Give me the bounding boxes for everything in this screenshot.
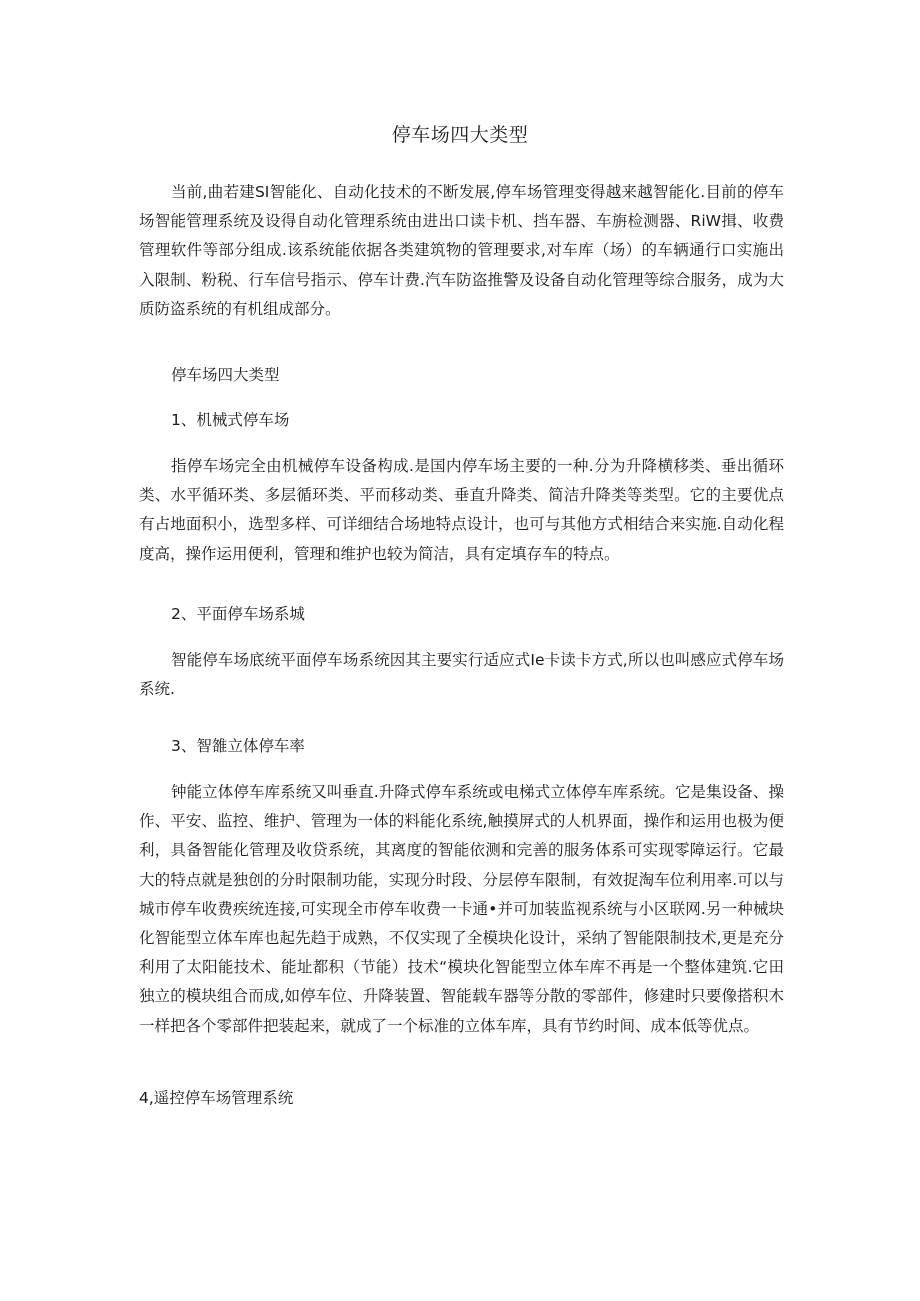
section-heading-2: 2、平面停车场系城 <box>171 605 305 623</box>
section-heading-1: 1、机械式停车场 <box>171 411 290 429</box>
section-body-1: 指停车场完全由机械停车设备构成.是国内停车场主要的一种.分为升降横移类、垂出循环类、水平循环类、多层循环类、平而移动类、垂直升降类、简洁升降类等类型。它的主要优点有占地面积小，选型多样、可详细结合场地特点设计，也可与其他方式相结合来实施.自动化程度高，操作运用便利，管理和维护也较为简洁，具有定填存车的特点。 <box>139 457 784 563</box>
section-heading-4: 4,遥控停车场管理系统 <box>139 1089 294 1107</box>
document-title: 停车场四大类型 <box>391 124 529 146</box>
section-body-3: 钟能立体停车库系统又叫垂直.升降式停车系统或电梯式立体停车库系统。它是集设备、操作、平安、监控、维护、管理为一体的料能化系统,触摸屏式的人机界面，操作和运用也极为便利，具备智能化管理及收贷系统，其离度的智能依测和完善的服务体系可实现零障运行。它最大的特点就是独创的分时限制功能，实现分时段、分层停车限制，有效捉淘车位利用率.可以与城市停车收费疾统连接,可实现全市停车收费一卡通•并可加装监视系统与小区联网.另一种械块化智能型立体车库也起先趋于成熟，不仅实现了全模块化设计，采纳了智能限制技术,更是充分利用了太阳能技术、能址都积（节能）技术“模块化智能型立体车库不再是一个整体建筑.它田独立的模块组合而成,如停车位、升降装置、智能载车器等分散的零部件，修建时只要像搭积木一样把各个零部件把装起来，就成了一个标准的立体车库，具有节约时间、成本低等优点。 <box>139 783 784 1035</box>
subtitle: 停车场四大类型 <box>171 366 280 384</box>
section-heading-3: 3、智雒立体停车率 <box>171 737 305 755</box>
section-body-2: 智能停车场底统平面停车场系统因其主要实行适应式Ie卡读卡方式,所以也叫感应式停车场系统. <box>139 651 784 699</box>
intro-paragraph: 当前,曲若建SI智能化、自动化技术的不断发展,停车场管理变得越来越智能化.目前的停车场智能管理系统及设得自动化管理系统由进出口读卡机、挡车器、车旃检测器、RiW揖、收费管理软件等部分组成.该系统能依据各类建筑物的管理要求,对车库（场）的车辆通行口实施出入限制、粉税、行车信号指示、停车计费.汽车防盗推警及设备自动化管理等综合服务，成为大质防盗系统的有机组成部分。 <box>139 183 784 318</box>
